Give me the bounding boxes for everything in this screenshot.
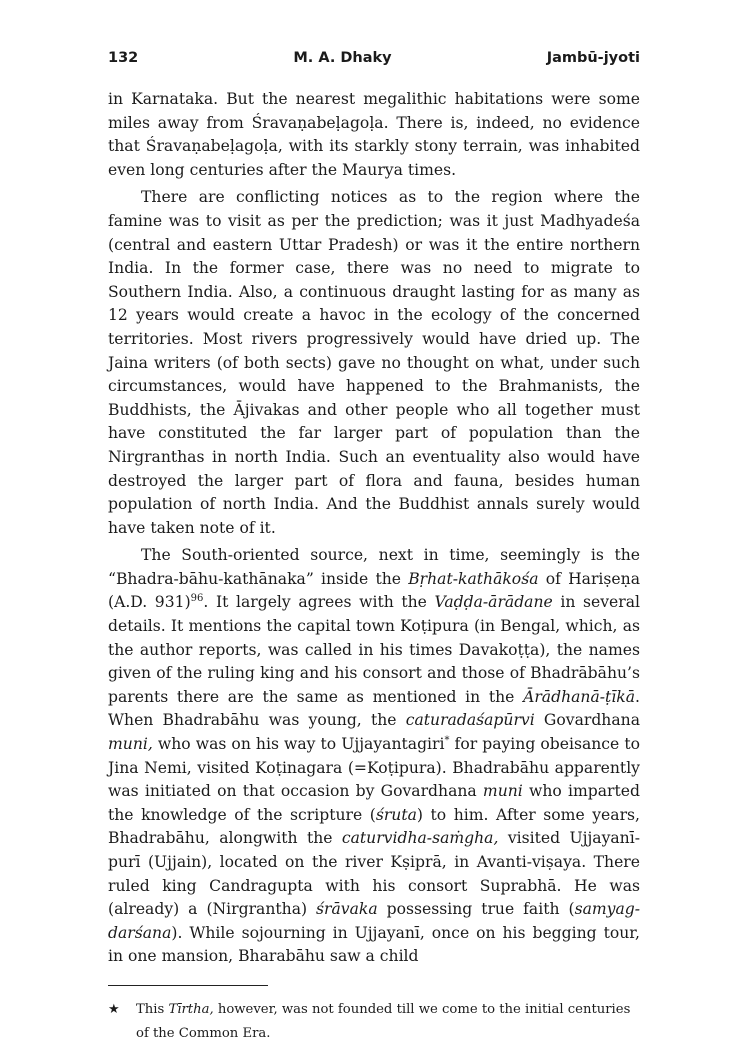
paragraph-text-run: ). While sojourning in Ujjayanī, once on his begging tour, in one mansion, Bharabāhu saw a child <box>108 923 640 966</box>
paragraph-text-run: The South-oriented source, next in time, seemingly is the “Bhadra-bāhu-kathānaka” inside the <box>108 546 640 588</box>
paragraph-text-run: of Hariṣeṇa (A.D. 931) <box>108 569 640 612</box>
paragraph-italic-term: caturadaśapūrvi <box>405 711 535 730</box>
page-number: 132 <box>108 50 139 66</box>
paragraph-italic-term: caturvidha-saṁgha, <box>341 829 499 848</box>
paragraph-superscript: 96 <box>190 593 204 605</box>
footnote-text-run: however, was not founded till we come to the initial centuries of the Common Era. <box>136 1001 631 1041</box>
paragraph-italic-term: samyag-darśana <box>108 900 641 942</box>
paragraph-italic-term: muni, <box>108 735 153 754</box>
running-head <box>108 50 640 66</box>
paragraph-text-run: ) to him. After some years, Bhadrabāhu, alongwith the <box>108 805 640 848</box>
footnote-divider <box>108 985 268 986</box>
paragraph-2 <box>108 186 640 540</box>
paragraph-3 <box>108 544 640 969</box>
running-head-journal: Jambū-jyoti <box>546 50 640 66</box>
paragraph-italic-term: muni <box>482 782 523 801</box>
footnote-italic-term: Tīrtha, <box>168 1001 214 1017</box>
paragraph-text-run: who was on his way to Ujjayantagiri <box>152 735 445 754</box>
footnote <box>108 998 640 1046</box>
body-text <box>108 88 640 969</box>
paragraph-text-run: possessing true faith ( <box>377 900 575 919</box>
paragraph-text-run: in Karnataka. But the nearest megalithic habitations were some miles away from Śravaṇabeḷagoḷa. There is, indeed, no evidence that Śravaṇabeḷagoḷa, with its starkly stony terrain, was inhabited even long centuries after the Maurya times. <box>108 90 640 179</box>
paragraph-italic-term: Bṛhat-kathākośa <box>408 569 539 588</box>
paragraph-italic-term: śrāvaka <box>316 900 378 919</box>
paragraph-text-run: in several details. It mentions the capital town Koṭipura (in Bengal, which, as the author reports, was called in his times Davakoṭṭa), the names given of the ruling king and his consort and those of Bhadrābāhu’s parents there are the same as mentioned in the <box>108 593 641 706</box>
paragraph-text-run: . When Bhadrabāhu was young, the <box>108 687 640 730</box>
paragraph-italic-term: Vaḍḍa-ārādane <box>434 593 553 612</box>
paragraph-italic-term: śruta <box>375 805 417 824</box>
paragraph-text-run: Govardhana <box>534 711 640 730</box>
paragraph-superscript: * <box>444 734 450 746</box>
paragraph-text-run: for paying obeisance to Jina Nemi, visited Koṭinagara (=Koṭipura). Bhadrabāhu apparently was initiated on that occasion by Govardhana <box>108 735 640 801</box>
footnote-text <box>136 998 640 1046</box>
footnote-text-run: This <box>136 1001 169 1017</box>
book-page <box>108 50 640 1046</box>
running-head-author: M. A. Dhaky <box>293 50 392 66</box>
paragraph-italic-term: Ārādhanā-ṭīkā <box>523 687 636 706</box>
paragraph-text-run: . It largely agrees with the <box>203 593 435 612</box>
footnote-star-icon: ★ <box>108 1001 120 1017</box>
paragraph-1 <box>108 88 640 182</box>
paragraph-text-run: who imparted the knowledge of the scripture ( <box>108 782 640 824</box>
paragraph-text-run: There are conflicting notices as to the region where the famine was to visit as per the prediction; was it just Madhyadeśa (central and eastern Uttar Pradesh) or was it the entire northern India. In the former case, there was no need to migrate to Southern India. Also, a continuous draught lasting for as many as 12 years would create a havoc in the ecology of the concerned territories. Most rivers progressively would have dried up. The Jaina writers (of both sects) gave no thought on what, under such circumstances, would have happened to the Brahmanists, the Buddhists, the Ājivakas and other people who all together must have constituted the far larger part of population than the Nirgranthas in north India. Such an eventuality also would have destroyed the larger part of flora and fauna, besides human population of north India. And the Buddhist annals surely would have taken note of it. <box>108 188 640 537</box>
paragraph-text-run: visited Ujjayanī-purī (Ujjain), located on the river Kṣiprā, in Avanti-viṣaya. There ruled king Candragupta with his consort Suprabhā. He was (already) a (Nirgrantha) <box>108 829 640 919</box>
